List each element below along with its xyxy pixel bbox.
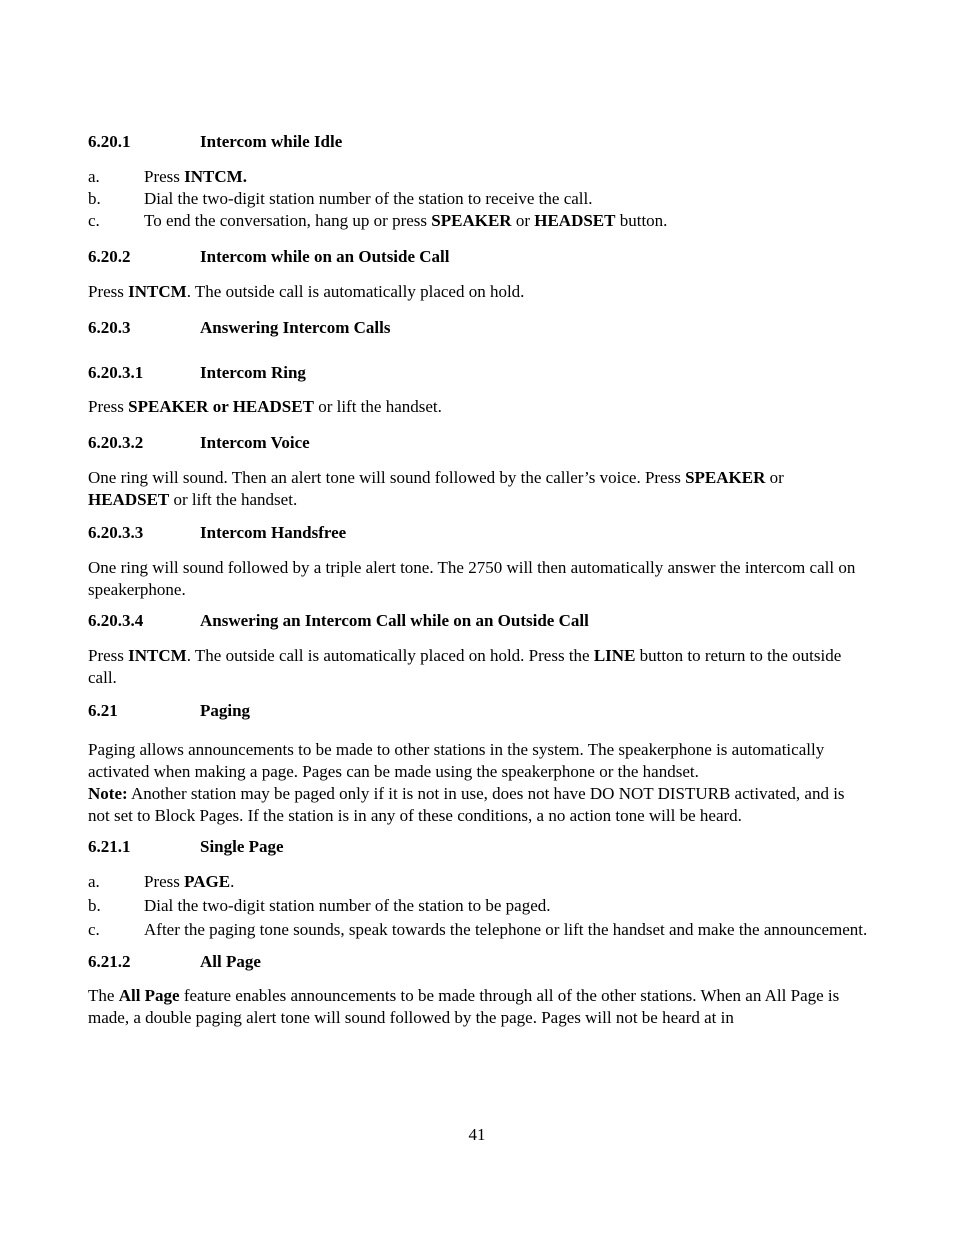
heading-6-20-2 xyxy=(88,246,868,268)
bold-text: SPEAKER xyxy=(685,468,766,487)
text: . xyxy=(230,872,235,891)
bold-text: PAGE xyxy=(184,872,231,891)
bold-text: HEADSET xyxy=(88,490,170,509)
section-title: Paging xyxy=(200,701,251,720)
text: After the paging tone sounds, speak towards the telephone or lift the handset and make the announcement. xyxy=(144,920,868,939)
list-item xyxy=(88,166,868,188)
text: button. xyxy=(615,211,668,230)
list-6-20-1 xyxy=(88,166,868,232)
section-title: Answering Intercom Calls xyxy=(200,318,391,337)
heading-6-20-3 xyxy=(88,317,868,339)
section-title: Single Page xyxy=(200,837,284,856)
section-title: Intercom Handsfree xyxy=(200,523,347,542)
bold-text: INTCM. xyxy=(184,167,247,186)
section-title: Answering an Intercom Call while on an Outside Call xyxy=(200,611,589,630)
text: . The outside call is automatically placed on hold. xyxy=(186,282,525,301)
section-title: Intercom while Idle xyxy=(200,132,343,151)
list-marker: b. xyxy=(88,896,101,915)
section-number: 6.20.3.1 xyxy=(88,363,144,382)
list-6-21-1 xyxy=(88,871,868,941)
section-title: Intercom while on an Outside Call xyxy=(200,247,450,266)
list-marker: a. xyxy=(88,167,100,186)
heading-6-21-2 xyxy=(88,951,868,973)
text: or lift the handset. xyxy=(313,397,442,416)
list-marker: b. xyxy=(88,189,101,208)
text: feature enables announcements to be made through all of the other stations. When an All Page is made, a double paging alert tone will sound followed by the page. Pages will not be heard at in xyxy=(88,986,840,1027)
paragraph xyxy=(88,396,868,418)
section-number: 6.20.3.4 xyxy=(88,611,144,630)
list-item xyxy=(88,871,868,895)
text: One ring will sound. Then an alert tone will sound followed by the caller’s voice. Press xyxy=(88,468,686,487)
bold-text: All Page xyxy=(118,986,180,1005)
section-number: 6.20.2 xyxy=(88,247,131,266)
text: Dial the two-digit station number of the station to be paged. xyxy=(144,896,551,915)
text: Press xyxy=(144,872,185,891)
text: Press xyxy=(88,646,129,665)
heading-6-20-1 xyxy=(88,131,868,153)
section-number: 6.20.1 xyxy=(88,132,131,151)
bold-text: LINE xyxy=(593,646,636,665)
section-title: Intercom Voice xyxy=(200,433,310,452)
bold-text: INTCM xyxy=(128,282,187,301)
text: or lift the handset. xyxy=(169,490,298,509)
bold-text: INTCM xyxy=(128,646,187,665)
list-item xyxy=(88,210,868,232)
text: . The outside call is automatically placed on hold. Press the xyxy=(186,646,594,665)
section-number: 6.21.1 xyxy=(88,837,131,856)
section-number: 6.20.3 xyxy=(88,318,131,337)
heading-6-20-3-1 xyxy=(88,362,868,384)
paragraph xyxy=(88,645,868,689)
bold-text: SPEAKER or HEADSET xyxy=(128,397,314,416)
note-paragraph xyxy=(88,783,868,827)
text: Press xyxy=(88,397,129,416)
page-number: 41 xyxy=(468,1125,486,1144)
list-marker: c. xyxy=(88,920,100,939)
list-item xyxy=(88,919,868,941)
section-number: 6.20.3.2 xyxy=(88,433,144,452)
heading-6-21-1 xyxy=(88,836,868,858)
paragraph: One ring will sound followed by a triple alert tone. The 2750 will then automatically answer the intercom call on speakerphone. xyxy=(88,558,856,599)
heading-6-20-3-4 xyxy=(88,610,868,632)
text: To end the conversation, hang up or press xyxy=(144,211,432,230)
text: The xyxy=(88,986,119,1005)
paragraph xyxy=(88,985,868,1029)
heading-6-20-3-2 xyxy=(88,432,868,454)
text: or xyxy=(765,468,784,487)
paragraph: Paging allows announcements to be made to other stations in the system. The speakerphone is automatically activated when making a page. Pages can be made using the speakerphone or the handset. xyxy=(88,740,825,781)
note-label: Note: xyxy=(88,784,128,803)
section-number: 6.20.3.3 xyxy=(88,523,144,542)
text: Another station may be paged only if it is not in use, does not have DO NOT DISTURB activated, and is not set to Block Pages. If the station is in any of these conditions, a no action tone will be heard. xyxy=(88,784,845,825)
bold-text: SPEAKER xyxy=(431,211,512,230)
list-marker: a. xyxy=(88,872,100,891)
paragraph xyxy=(88,467,868,511)
list-marker: c. xyxy=(88,211,100,230)
document-page xyxy=(88,131,868,1029)
section-number: 6.21 xyxy=(88,701,118,720)
section-number: 6.21.2 xyxy=(88,952,131,971)
list-item xyxy=(88,895,868,919)
list-item xyxy=(88,188,868,210)
text: Dial the two-digit station number of the station to receive the call. xyxy=(144,189,593,208)
text: Press xyxy=(88,282,129,301)
section-title: Intercom Ring xyxy=(200,363,306,382)
heading-6-21 xyxy=(88,700,868,722)
text: Press xyxy=(144,167,185,186)
bold-text: HEADSET xyxy=(534,211,616,230)
heading-6-20-3-3 xyxy=(88,522,868,544)
paragraph xyxy=(88,281,868,303)
text: or xyxy=(511,211,535,230)
text: button to return to the outside call. xyxy=(88,646,842,687)
section-title: All Page xyxy=(200,952,261,971)
